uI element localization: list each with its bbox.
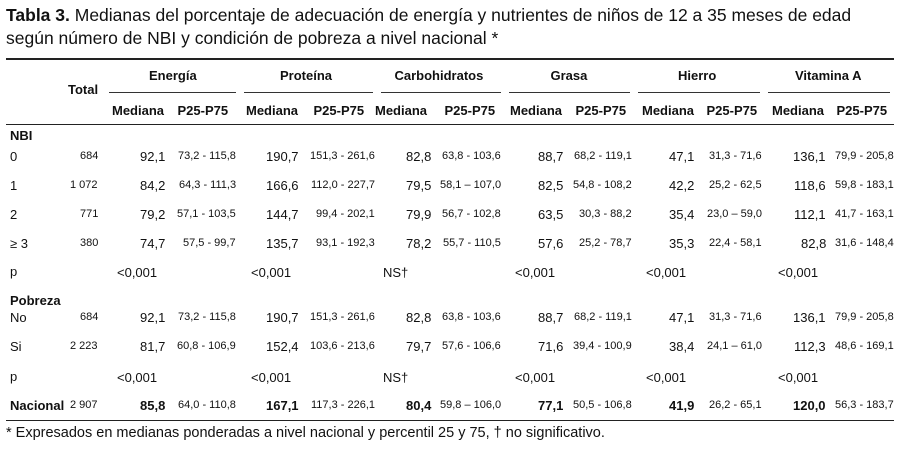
group-underline xyxy=(638,92,760,93)
p25-p75-range: 64,3 - 111,3 xyxy=(179,179,237,191)
p25-p75-range: 41,7 - 163,1 xyxy=(835,208,894,220)
median-value: 112,1 xyxy=(794,207,826,222)
p25-p75-range: 31,6 - 148,4 xyxy=(835,237,894,249)
p25-p75-range: 63,8 - 103,6 xyxy=(442,311,501,323)
col-header-total: Total xyxy=(68,82,99,97)
median-value: 92,1 xyxy=(140,149,166,164)
p25-p75-range: 57,1 - 103,5 xyxy=(177,208,236,220)
median-value: 190,7 xyxy=(266,149,299,164)
p-value: <0,001 xyxy=(646,370,687,385)
row-label: 0 xyxy=(10,149,18,164)
median-value: 152,4 xyxy=(266,339,299,354)
p25-p75-range: 59,8 – 106,0 xyxy=(440,399,502,411)
col-header-p25-p75: P25-P75 xyxy=(177,103,229,118)
header-bottom-rule xyxy=(6,124,894,125)
median-value: 47,1 xyxy=(669,149,695,164)
p-value: <0,001 xyxy=(646,265,687,280)
row-label: Nacional xyxy=(10,398,65,413)
row-total: 380 xyxy=(80,237,99,249)
group-underline xyxy=(768,92,890,93)
median-value: 88,7 xyxy=(538,149,564,164)
median-value: 190,7 xyxy=(266,310,299,325)
median-value: 135,7 xyxy=(266,236,299,251)
p25-p75-range: 22,4 - 58,1 xyxy=(709,237,762,249)
row-label: p xyxy=(10,369,18,384)
median-value: 136,1 xyxy=(793,149,826,164)
median-value: 85,8 xyxy=(140,398,166,413)
median-value: 35,3 xyxy=(669,236,695,251)
p25-p75-range: 103,6 - 213,6 xyxy=(310,340,375,352)
p25-p75-range: 64,0 - 110,8 xyxy=(178,399,236,411)
p25-p75-range: 31,3 - 71,6 xyxy=(709,311,762,323)
row-total: 771 xyxy=(80,208,99,220)
row-label: No xyxy=(10,310,27,325)
median-value: 80,4 xyxy=(406,398,432,413)
p25-p75-range: 25,2 - 62,5 xyxy=(709,179,762,191)
median-value: 79,9 xyxy=(406,207,432,222)
row-label: p xyxy=(10,264,18,279)
median-value: 81,7 xyxy=(140,339,166,354)
row-label: 1 xyxy=(10,178,18,193)
group-underline xyxy=(509,92,630,93)
p25-p75-range: 31,3 - 71,6 xyxy=(709,150,762,162)
col-group-header: Grasa xyxy=(550,68,588,83)
median-value: 84,2 xyxy=(140,178,166,193)
top-rule xyxy=(6,58,894,60)
section-title: NBI xyxy=(10,128,33,143)
footnote: * Expresados en medianas ponderadas a nivel nacional y percentil 25 y 75, † no significativo. xyxy=(6,425,605,441)
p25-p75-range: 24,1 – 61,0 xyxy=(707,340,763,352)
table-bottom-rule xyxy=(6,420,894,421)
p25-p75-range: 63,8 - 103,6 xyxy=(442,150,501,162)
col-group-header: Carbohidratos xyxy=(394,68,484,83)
p25-p75-range: 93,1 - 192,3 xyxy=(316,237,375,249)
table-caption xyxy=(6,4,896,50)
p-value: <0,001 xyxy=(778,265,819,280)
median-value: 78,2 xyxy=(406,236,432,251)
p25-p75-range: 54,8 - 108,2 xyxy=(573,179,632,191)
col-header-mediana: Mediana xyxy=(246,103,299,118)
row-total: 684 xyxy=(80,311,99,323)
p25-p75-range: 50,5 - 106,8 xyxy=(573,399,632,411)
p25-p75-range: 151,3 - 261,6 xyxy=(310,311,375,323)
p-value: <0,001 xyxy=(117,370,158,385)
p25-p75-range: 68,2 - 119,1 xyxy=(574,150,632,162)
median-value: 167,1 xyxy=(266,398,299,413)
group-underline xyxy=(109,92,236,93)
median-value: 136,1 xyxy=(793,310,826,325)
col-header-mediana: Mediana xyxy=(642,103,695,118)
p25-p75-range: 56,3 - 183,7 xyxy=(835,399,894,411)
p25-p75-range: 73,2 - 115,8 xyxy=(178,150,236,162)
p25-p75-range: 79,9 - 205,8 xyxy=(835,150,894,162)
median-value: 92,1 xyxy=(140,310,166,325)
col-header-p25-p75: P25-P75 xyxy=(313,103,365,118)
col-header-mediana: Mediana xyxy=(772,103,825,118)
median-value: 77,1 xyxy=(538,398,564,413)
col-header-mediana: Mediana xyxy=(510,103,563,118)
p25-p75-range: 79,9 - 205,8 xyxy=(835,311,894,323)
p25-p75-range: 39,4 - 100,9 xyxy=(573,340,632,352)
median-value: 38,4 xyxy=(669,339,695,354)
median-value: 144,7 xyxy=(266,207,299,222)
median-value: 79,5 xyxy=(406,178,432,193)
median-value: 57,6 xyxy=(538,236,564,251)
p25-p75-range: 60,8 - 106,9 xyxy=(177,340,236,352)
p25-p75-range: 48,6 - 169,1 xyxy=(835,340,894,352)
section-title: Pobreza xyxy=(10,293,61,308)
row-total: 2 223 xyxy=(70,340,98,352)
median-value: 42,2 xyxy=(669,178,695,193)
p25-p75-range: 68,2 - 119,1 xyxy=(574,311,632,323)
p-value: <0,001 xyxy=(117,265,158,280)
p25-p75-range: 23,0 – 59,0 xyxy=(707,208,763,220)
median-value: 63,5 xyxy=(538,207,564,222)
p25-p75-range: 57,5 - 99,7 xyxy=(183,237,236,249)
caption-label: Tabla 3. xyxy=(6,5,70,25)
median-value: 120,0 xyxy=(793,398,826,413)
group-underline xyxy=(244,92,373,93)
col-group-header: Hierro xyxy=(678,68,717,83)
p25-p75-range: 25,2 - 78,7 xyxy=(579,237,632,249)
median-value: 82,8 xyxy=(406,149,432,164)
median-value: 82,8 xyxy=(406,310,432,325)
col-header-p25-p75: P25-P75 xyxy=(836,103,888,118)
median-value: 166,6 xyxy=(266,178,299,193)
median-value: 71,6 xyxy=(538,339,564,354)
median-value: 82,8 xyxy=(801,236,827,251)
p-value: <0,001 xyxy=(515,370,556,385)
p25-p75-range: 117,3 - 226,1 xyxy=(311,399,376,411)
row-total: 684 xyxy=(80,150,99,162)
p-value: <0,001 xyxy=(778,370,819,385)
p25-p75-range: 73,2 - 115,8 xyxy=(178,311,236,323)
p25-p75-range: 30,3 - 88,2 xyxy=(579,208,632,220)
group-underline xyxy=(381,92,501,93)
p25-p75-range: 59,8 - 183,1 xyxy=(835,179,894,191)
median-value: 82,5 xyxy=(538,178,564,193)
median-value: 112,3 xyxy=(794,339,826,354)
row-total: 2 907 xyxy=(70,399,98,411)
col-header-mediana: Mediana xyxy=(375,103,428,118)
row-label: 2 xyxy=(10,207,18,222)
p25-p75-range: 151,3 - 261,6 xyxy=(310,150,375,162)
median-value: 74,7 xyxy=(140,236,166,251)
p25-p75-range: 55,7 - 110,5 xyxy=(443,237,501,249)
row-label: ≥ 3 xyxy=(10,236,28,251)
p25-p75-range: 26,2 - 65,1 xyxy=(709,399,762,411)
p25-p75-range: 99,4 - 202,1 xyxy=(316,208,375,220)
median-value: 41,9 xyxy=(669,398,695,413)
median-value: 79,2 xyxy=(140,207,166,222)
p-value: <0,001 xyxy=(515,265,556,280)
p25-p75-range: 58,1 – 107,0 xyxy=(440,179,502,191)
col-header-p25-p75: P25-P75 xyxy=(444,103,496,118)
col-group-header: Vitamina A xyxy=(795,68,862,83)
median-value: 118,6 xyxy=(794,178,826,193)
col-group-header: Proteína xyxy=(280,68,333,83)
median-value: 79,7 xyxy=(406,339,432,354)
p-value: NS† xyxy=(383,370,409,385)
row-total: 1 072 xyxy=(70,179,98,191)
p-value: <0,001 xyxy=(251,370,292,385)
col-group-header: Energía xyxy=(149,68,197,83)
p25-p75-range: 112,0 - 227,7 xyxy=(311,179,376,191)
median-value: 88,7 xyxy=(538,310,564,325)
p-value: NS† xyxy=(383,265,409,280)
caption-text: Medianas del porcentaje de adecuación de energía y nutrientes de niños de 12 a 35 meses de edad según número de NBI y condición de pobreza a nivel nacional * xyxy=(6,5,852,48)
row-label: Si xyxy=(10,339,22,354)
col-header-p25-p75: P25-P75 xyxy=(575,103,627,118)
p25-p75-range: 56,7 - 102,8 xyxy=(442,208,501,220)
col-header-mediana: Mediana xyxy=(112,103,165,118)
col-header-p25-p75: P25-P75 xyxy=(706,103,758,118)
p-value: <0,001 xyxy=(251,265,292,280)
median-value: 35,4 xyxy=(669,207,695,222)
median-value: 47,1 xyxy=(669,310,695,325)
p25-p75-range: 57,6 - 106,6 xyxy=(442,340,501,352)
